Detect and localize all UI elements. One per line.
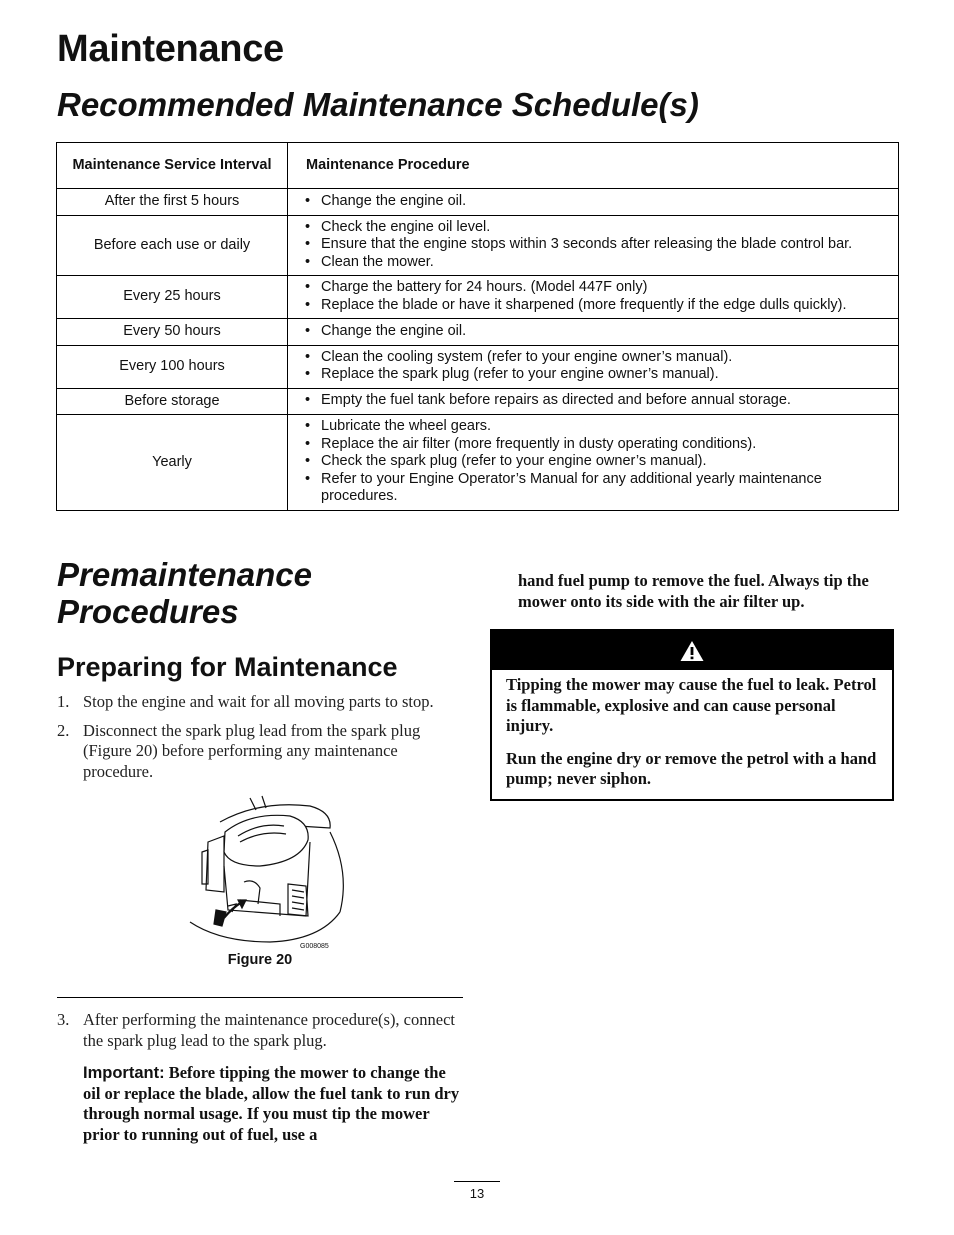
procedure-list	[299, 279, 890, 314]
page-number: 13	[469, 1186, 485, 1201]
interval-cell: Every 25 hours	[57, 276, 288, 319]
procedure-item: • Replace the blade or have it sharpened (more frequently if the edge dulls quickly).	[299, 297, 890, 315]
schedule-heading: Recommended Maintenance Schedule(s)	[57, 86, 699, 123]
section-divider	[57, 997, 463, 998]
procedure-list	[299, 392, 890, 410]
table-row	[57, 345, 899, 388]
maintenance-schedule-table	[56, 142, 899, 511]
table-row	[57, 189, 899, 216]
list-item	[57, 692, 465, 713]
procedure-cell	[288, 189, 899, 216]
procedure-cell	[288, 215, 899, 276]
warning-text: Run the engine dry or remove the petrol with a hand pump; never siphon.	[506, 748, 877, 788]
procedure-list	[299, 219, 890, 272]
interval-cell: Before storage	[57, 388, 288, 415]
important-note-continued: hand fuel pump to remove the fuel. Always tip the mower onto its side with the air filter up.	[518, 571, 869, 611]
procedure-cell	[288, 319, 899, 346]
premaintenance-heading: Premaintenance Procedures	[57, 556, 312, 630]
step-text: Stop the engine and wait for all moving parts to stop.	[83, 692, 434, 711]
step-number: 2.	[57, 720, 70, 740]
preparing-heading: Preparing for Maintenance	[57, 652, 398, 682]
step-text: Disconnect the spark plug lead from the spark plug (Figure 20) before performing any maintenance procedure.	[83, 720, 421, 781]
table-row	[57, 388, 899, 415]
engine-illustration	[180, 792, 350, 952]
header-procedure: Maintenance Procedure	[288, 143, 899, 189]
procedure-item: • Replace the spark plug (refer to your engine owner’s manual).	[299, 366, 890, 384]
procedure-item: • Check the spark plug (refer to your engine owner’s manual).	[299, 453, 890, 471]
warning-box	[490, 629, 894, 801]
procedure-item: • Change the engine oil.	[299, 193, 890, 211]
important-note	[83, 1063, 465, 1145]
list-item	[57, 721, 465, 783]
table-row	[57, 415, 899, 511]
steps-list	[57, 692, 465, 790]
procedure-list	[299, 418, 890, 506]
procedure-item: • Clean the cooling system (refer to your engine owner’s manual).	[299, 349, 890, 367]
warning-header	[492, 631, 892, 670]
procedure-item: • Ensure that the engine stops within 3 seconds after releasing the blade control bar.	[299, 236, 890, 254]
procedure-item: • Refer to your Engine Operator’s Manual for any additional yearly maintenance procedures.	[299, 471, 890, 506]
procedure-item: • Empty the fuel tank before repairs as directed and before annual storage.	[299, 392, 890, 410]
step-number: 1.	[57, 692, 70, 711]
step-number: 3.	[57, 1010, 70, 1029]
warning-body	[492, 670, 892, 790]
interval-cell: Every 50 hours	[57, 319, 288, 346]
warning-text: Tipping the mower may cause the fuel to leak. Petrol is flammable, explosive and can cause personal injury.	[506, 675, 877, 735]
page-number-rule	[454, 1181, 500, 1182]
procedure-item: • Change the engine oil.	[299, 323, 890, 341]
page-title: Maintenance	[57, 28, 284, 70]
interval-cell: Yearly	[57, 415, 288, 511]
spark-plug-figure	[180, 792, 350, 952]
table-row	[57, 215, 899, 276]
table-body	[57, 189, 899, 511]
steps-list-continued	[57, 1010, 465, 1051]
header-interval: Maintenance Service Interval	[57, 143, 288, 189]
procedure-item: • Charge the battery for 24 hours. (Model 447F only)	[299, 279, 890, 297]
important-text: Before tipping the mower to change the oil or replace the blade, allow the fuel tank to run dry through normal usage. If you must tip the mower prior to running out of fuel, use a	[83, 1063, 460, 1144]
procedure-item: • Clean the mower.	[299, 254, 890, 272]
procedure-item: • Replace the air filter (more frequently in dusty operating conditions).	[299, 436, 890, 454]
figure-code: G008085	[300, 943, 329, 950]
procedure-cell	[288, 388, 899, 415]
list-item	[57, 1010, 465, 1051]
table-header-row	[57, 143, 899, 189]
procedure-cell	[288, 276, 899, 319]
interval-cell: Every 100 hours	[57, 345, 288, 388]
table-row	[57, 319, 899, 346]
figure-caption: Figure 20	[227, 952, 293, 968]
procedure-item: • Lubricate the wheel gears.	[299, 418, 890, 436]
procedure-list	[299, 349, 890, 384]
procedure-cell	[288, 415, 899, 511]
procedure-list	[299, 323, 890, 341]
important-label: Important:	[83, 1064, 165, 1082]
table-row	[57, 276, 899, 319]
interval-cell: Before each use or daily	[57, 215, 288, 276]
warning-triangle-icon	[679, 639, 705, 663]
procedure-cell	[288, 345, 899, 388]
procedure-item: • Check the engine oil level.	[299, 219, 890, 237]
interval-cell: After the first 5 hours	[57, 189, 288, 216]
step-text: After performing the maintenance procedure(s), connect the spark plug lead to the spark plug.	[83, 1010, 455, 1050]
procedure-list	[299, 193, 890, 211]
